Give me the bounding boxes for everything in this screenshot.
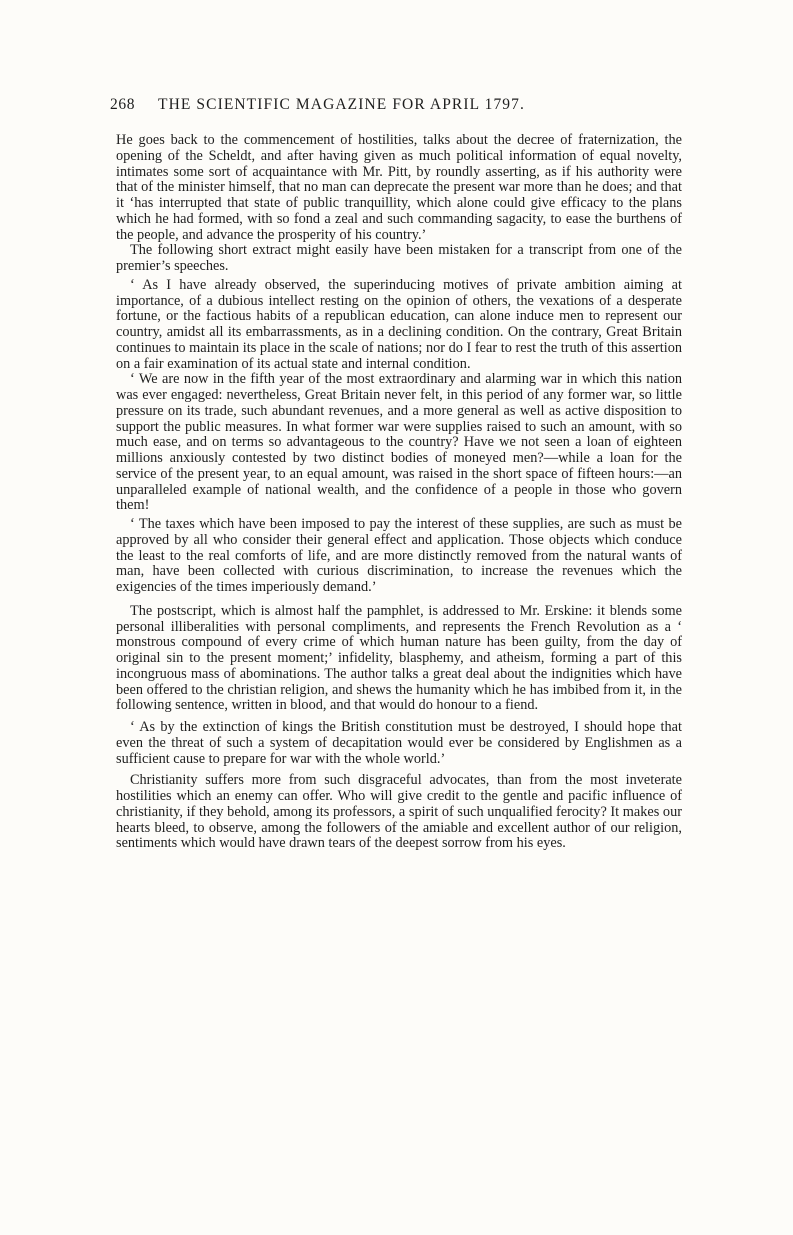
page-number: 268 <box>110 96 136 113</box>
paragraph-5: ‘ The taxes which have been imposed to pay the interest of these supplies, are such as must be approved by all who consider their general effect and application. Those objects which conduce the least to the real comforts of life, and are more distinctly removed from the natural wants of man, have been collected with curious discrimination, to increase the revenues which the exigencies of the times imperiously demand.’ <box>116 516 682 595</box>
paragraph-8: Christianity suffers more from such disgraceful advocates, than from the most inveterate hostilities which an enemy can offer. Who will give credit to the gentle and pacific influence of christianity, if they behold, among its professors, a spirit of such unqualified ferocity? It makes our hearts bleed, to observe, among the followers of the amiable and excellent author of our religion, sentiments which would have drawn tears of the deepest sorrow from his eyes. <box>116 772 682 852</box>
paragraph-2: The following short extract might easily have been mistaken for a transcript from one of the premier’s speeches. <box>116 242 682 274</box>
article-body <box>116 133 682 852</box>
paragraph-3: ‘ As I have already observed, the superinducing motives of private ambition aiming at importance, of a dubious intellect resting on the opinion of others, the vexations of a desperate fortune, or the factious habits of a republican education, can alone induce men to represent our country, amidst all its embarrassments, as in a declining condition. On the contrary, Great Britain continues to maintain its place in the scale of nations; nor do I fear to rest the truth of this assertion on a fair examination of its actual state and internal condition. <box>116 276 682 372</box>
page-title: THE SCIENTIFIC MAGAZINE FOR APRIL 1797. <box>158 96 525 113</box>
paragraph-1: He goes back to the commencement of hostilities, talks about the decree of fraternization, the opening of the Scheldt, and after having given as much political information of equal novelty, intimates some sort of acquaintance with Mr. Pitt, by roundly asserting, as if his authority were that of the minister himself, that no man can deprecate the present war more than he does; and that it ‘has interrupted that state of public tranquillity, which alone could give efficacy to the plans which he had formed, with so fond a zeal and such commanding sagacity, to ease the burthens of the people, and advance the prosperity of his country.’ <box>116 132 682 243</box>
running-head <box>110 96 682 120</box>
paragraph-4: ‘ We are now in the fifth year of the most extraordinary and alarming war in which this nation was ever engaged: nevertheless, Great Britain never felt, in this period of any former war, so little pressure on its trade, such abundant revenues, and a more general as well as active disposition to support the public measures. In what former war were supplies raised to such an amount, with so much ease, and on terms so advantageous to the country? Have we not seen a loan of eighteen millions anxiously contested by two distinct bodies of moneyed men?—while a loan for the service of the present year, to an equal amount, was raised in the short space of fifteen hours:—an unparalleled example of national wealth, and the confidence of a people in those who govern them! <box>116 371 682 514</box>
paragraph-6: The postscript, which is almost half the pamphlet, is addressed to Mr. Erskine: it blends some personal illiberalities with personal compliments, and represents the French Revolution as a ‘ monstrous compound of every crime of which human nature has been guilty, from the day of original sin to the present moment;’ infidelity, blasphemy, and atheism, forming a part of this incongruous mass of abominations. The author talks a great deal about the indignities which have been offered to the christian religion, and shews the humanity which he has imbibed from it, in the following sentence, written in blood, and that would do honour to a fiend. <box>116 602 682 714</box>
paragraph-7: ‘ As by the extinction of kings the British constitution must be destroyed, I should hope that even the threat of such a system of decapitation would ever be considered by Englishmen as a sufficient cause to prepare for war with the whole world.’ <box>116 719 682 767</box>
